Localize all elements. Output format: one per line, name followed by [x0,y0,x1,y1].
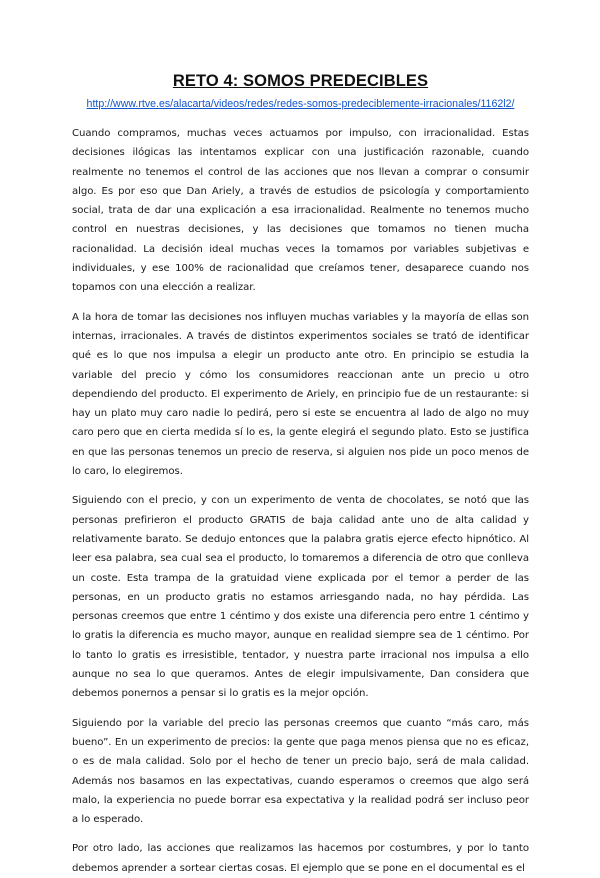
paragraph-5: Por otro lado, las acciones que realizamos las hacemos por costumbres, y por lo tanto debemos aprender a sortear ciertas cosas. El ejemplo que se pone en el documental es el [72,843,529,874]
source-video-link[interactable]: http://www.rtve.es/alacarta/videos/redes/redes-somos-predeciblemente-irracionales/1162l2/ [86,98,515,110]
paragraph-2: A la hora de tomar las decisiones nos influyen muchas variables y la mayoría de ellas son internas, irracionales. A través de distintos experimentos sociales se trató de identificar qué es lo que nos impulsa a elegir un producto ante otro. En principio se estudia la variable del precio y cómo los consumidores reaccionan ante un precio u otro dependiendo del producto. El experimento de Ariely, en principio fue de un restaurante: si hay un plato muy caro nadie lo pedirá, pero si este se encuentra al lado de algo no muy caro pero que en cierta medida sí lo es, la gente elegirá el segundo plato. Esto se justifica en que las personas tenemos un precio de reserva, si alguien nos pide un poco menos de lo caro, lo elegiremos. [72,311,529,478]
document-title: RETO 4: SOMOS PREDECIBLES [172,72,429,90]
paragraph-3: Siguiendo con el precio, y con un experimento de venta de chocolates, se notó que las personas prefirieron el producto GRATIS de baja calidad ante uno de alta calidad y relativamente barato. Se dedujo entonces que la palabra gratis ejerce efecto hipnótico. Al leer esa palabra, sea cual sea el producto, lo tomaremos a diferencia de otro que conlleva un coste. Esta trampa de la gratuidad viene explicada por el temor a perder de las personas, en un producto gratis no estamos arriesgando nada, no hay pérdida. Las personas creemos que entre 1 céntimo y dos existe una diferencia pero entre 1 céntimo y lo gratis la diferencia es mucho mayor, aunque en realidad siempre sea de 1 céntimo. Por lo tanto lo gratis es irresistible, tentador, y nuestra parte irracional nos impulsa a ello aunque no sea lo que queramos. Antes de elegir impulsivamente, Dan considera que debemos ponernos a pensar si lo gratis es la mejor opción. [72,495,529,700]
paragraph-4: Siguiendo por la variable del precio las personas creemos que cuanto “más caro, más bueno”. En un experimento de precios: la gente que paga menos piensa que no es eficaz, o es de mala calidad. Solo por el hecho de tener un precio bajo, será de mala calidad. Además nos basamos en las expectativas, cuando esperamos o creemos que algo será malo, la experiencia no puede borrar esa expectativa y la realidad podrá ser incluso peor a lo esperado. [72,717,529,826]
paragraph-1: Cuando compramos, muchas veces actuamos por impulso, con irracionalidad. Estas decisiones ilógicas las intentamos explicar con una justificación razonable, cuando realmente no tenemos el control de las acciones que nos llevan a comprar o consumir algo. Es por eso que Dan Ariely, a través de estudios de psicología y comportamiento social, trata de dar una explicación a esa irracionalidad. Realmente no tenemos mucho control en nuestras decisiones, y las decisiones que tomamos no tienen mucha racionalidad. La decisión ideal muchas veces la tomamos por variables subjetivas e individuales, y ese 100% de racionalidad que creíamos tener, desaparece cuando nos topamos con una elección a realizar. [72,128,529,294]
